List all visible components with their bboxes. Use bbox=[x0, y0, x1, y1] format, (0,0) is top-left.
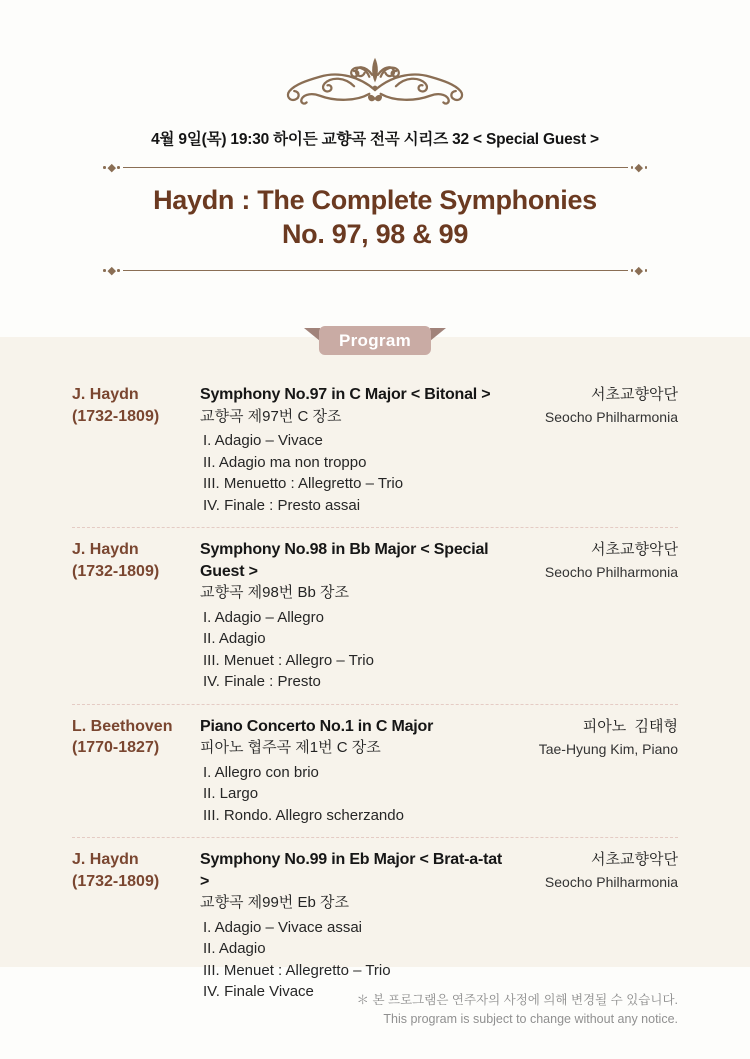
divider-end-icon bbox=[628, 165, 651, 171]
movement-line: II. Adagio ma non troppo bbox=[203, 453, 367, 471]
event-date-line: 4월 9일(목) 19:30 하이든 교향곡 전곡 시리즈 32 < Special Guest > bbox=[151, 131, 599, 148]
movement-line: IV. Finale Vivace bbox=[203, 983, 314, 1000]
composer-block bbox=[72, 849, 200, 1003]
divider-end-icon bbox=[628, 268, 651, 274]
concert-title-line2: No. 97, 98 & 99 bbox=[281, 219, 469, 249]
ribbon-fold-left-icon bbox=[304, 328, 320, 341]
movement-line: II. Adagio bbox=[203, 940, 266, 957]
concert-title-line1: Haydn : The Complete Symphonies bbox=[153, 185, 597, 215]
performer-en: Seocho Philharmonia bbox=[544, 564, 678, 580]
piece-subtitle-kr: 교향곡 제98번 Bb 장조 bbox=[200, 584, 349, 601]
piece-title: Piano Concerto No.1 in C Major bbox=[200, 717, 434, 735]
movement-list bbox=[200, 607, 506, 693]
composer-block bbox=[72, 716, 200, 827]
movement-line: I. Allegro con brio bbox=[203, 763, 319, 781]
performer-block bbox=[506, 716, 678, 827]
program-item bbox=[72, 705, 678, 839]
movement-line: IV. Finale : Presto assai bbox=[203, 496, 361, 514]
composer-name: J. Haydn bbox=[72, 386, 139, 403]
performer-block bbox=[506, 384, 678, 516]
divider-line bbox=[123, 270, 628, 271]
movement-list bbox=[200, 917, 506, 1003]
program-item bbox=[72, 528, 678, 705]
composer-dates: (1732-1809) bbox=[72, 562, 160, 580]
composer-dates: (1732-1809) bbox=[72, 407, 160, 425]
piece-title: Symphony No.98 in Bb Major < Special Guest > bbox=[200, 541, 489, 580]
movement-line: III. Menuetto : Allegretto – Trio bbox=[203, 475, 404, 492]
movement-line: III. Menuet : Allegretto – Trio bbox=[203, 961, 391, 979]
performer-en: Tae-Hyung Kim, Piano bbox=[538, 740, 678, 757]
performer-kr: 피아노 김태형 bbox=[582, 717, 678, 735]
piece-block bbox=[200, 716, 506, 827]
movement-line: I. Adagio – Vivace bbox=[203, 432, 323, 449]
composer-name: J. Haydn bbox=[72, 541, 139, 558]
piece-subtitle-kr: 교향곡 제97번 C 장조 bbox=[200, 407, 342, 425]
header-section bbox=[0, 0, 750, 337]
piece-title: Symphony No.99 in Eb Major < Brat-a-tat > bbox=[200, 851, 503, 890]
program-badge-label: Program bbox=[319, 326, 431, 355]
composer-name: J. Haydn bbox=[72, 851, 139, 868]
movement-line: II. Adagio bbox=[203, 630, 266, 647]
divider-end-icon bbox=[100, 165, 123, 171]
movement-line: IV. Finale : Presto bbox=[203, 673, 321, 690]
divider-line bbox=[123, 167, 628, 168]
program-ribbon bbox=[319, 326, 431, 355]
notice-en: This program is subject to change without any notice. bbox=[383, 1012, 678, 1026]
performer-block bbox=[506, 539, 678, 693]
composer-block bbox=[72, 539, 200, 693]
performer-kr: 서초교향악단 bbox=[591, 386, 678, 403]
program-item bbox=[72, 838, 678, 1014]
performer-kr: 서초교향악단 bbox=[591, 541, 678, 558]
movement-line: III. Rondo. Allegro scherzando bbox=[203, 806, 404, 824]
ornamental-divider-top bbox=[100, 163, 650, 172]
composer-dates: (1770-1827) bbox=[72, 739, 160, 756]
movement-list bbox=[200, 762, 506, 827]
ornament-flourish-icon bbox=[0, 0, 750, 118]
ornamental-divider-bottom bbox=[100, 266, 650, 275]
piece-subtitle-kr: 피아노 협주곡 제1번 C 장조 bbox=[200, 739, 381, 756]
piece-subtitle-kr: 교향곡 제99번 Eb 장조 bbox=[200, 894, 349, 911]
movement-line: I. Adagio – Allegro bbox=[203, 608, 324, 626]
composer-name: L. Beethoven bbox=[72, 717, 173, 735]
performer-en: Seocho Philharmonia bbox=[544, 409, 678, 425]
piece-block bbox=[200, 384, 506, 516]
piece-block bbox=[200, 539, 506, 693]
concert-title bbox=[0, 183, 750, 251]
performer-block bbox=[506, 849, 678, 1003]
composer-dates: (1732-1809) bbox=[72, 872, 160, 890]
composer-block bbox=[72, 384, 200, 516]
piece-block bbox=[200, 849, 506, 1003]
movement-line: I. Adagio – Vivace assai bbox=[203, 918, 362, 936]
program-list bbox=[0, 337, 750, 1014]
notice-kr: ＊ 본 프로그램은 연주자의 사정에 의해 변경될 수 있습니다. bbox=[356, 993, 678, 1007]
piece-title: Symphony No.97 in C Major < Bitonal > bbox=[200, 386, 491, 403]
movement-line: II. Largo bbox=[203, 785, 259, 802]
divider-end-icon bbox=[100, 268, 123, 274]
ribbon-fold-right-icon bbox=[430, 328, 446, 341]
performer-en: Seocho Philharmonia bbox=[544, 874, 678, 890]
movement-line: III. Menuet : Allegro – Trio bbox=[203, 651, 374, 669]
performer-kr: 서초교향악단 bbox=[591, 851, 678, 868]
program-item bbox=[72, 373, 678, 528]
movement-list bbox=[200, 430, 506, 516]
